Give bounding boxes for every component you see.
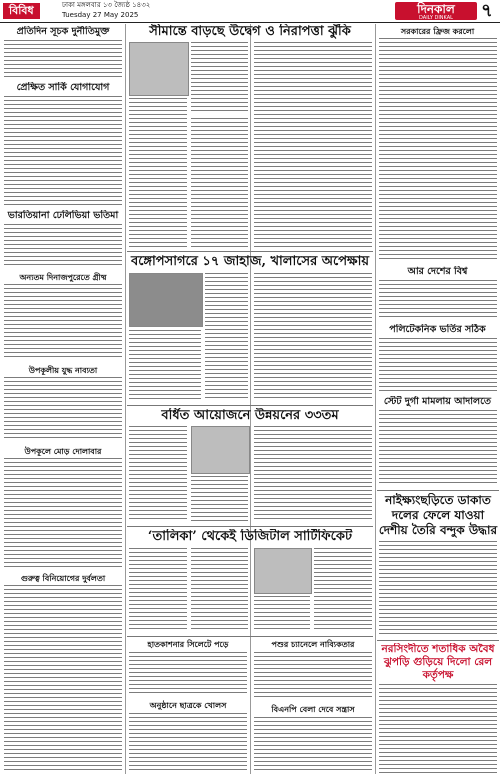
article-body <box>4 377 122 441</box>
article-body <box>254 652 372 700</box>
headline: অনুষ্ঠানে ছাত্রকে খোলস <box>149 700 227 710</box>
section-tag: বিবিধ <box>3 3 40 19</box>
headline: প্রেক্ষিত সার্কি যোগাযোগ <box>16 82 110 93</box>
article-body <box>129 548 187 632</box>
article-body <box>254 596 310 632</box>
article-body <box>254 426 372 522</box>
article-body <box>191 548 248 632</box>
news-photo <box>129 42 189 96</box>
headline: সরকারের ফ্রিজ করলো <box>400 26 475 36</box>
headline: স্টেট দুর্গা মামলায় আদালতে <box>383 396 492 407</box>
article-body <box>379 684 497 773</box>
masthead <box>0 0 500 23</box>
news-photo <box>191 426 250 474</box>
article-body <box>129 98 187 248</box>
section-divider <box>127 251 373 252</box>
headline: পলিটেকনিক ভর্তির সঠিক <box>389 324 486 335</box>
section-divider <box>377 640 499 641</box>
article-body <box>254 42 372 247</box>
newspaper-logo <box>395 2 477 20</box>
headline: পশুর চ্যানেলে নাব্যিকতার <box>271 639 355 649</box>
article-body <box>129 652 247 696</box>
headline: গুরুত্ব বিনিয়োগের দুর্বলতা <box>20 573 106 583</box>
news-photo <box>129 273 203 327</box>
date-bengali: ঢাকা মঙ্গলবার ১৩ জ্যৈষ্ঠ ১৪৩২ <box>62 1 151 9</box>
section-divider <box>377 490 499 491</box>
news-photo <box>254 548 312 594</box>
article-body <box>4 458 122 568</box>
date-english: Tuesday 27 May 2025 <box>62 11 139 19</box>
section-divider <box>127 636 373 637</box>
headline: উপকূলীয় যুদ্ধ নাব্যতা <box>28 365 98 375</box>
headline: বঙ্গোপসাগরে ১৭ জাহাজ, খালাসের অপেক্ষায় <box>130 254 370 269</box>
page-number: ৭ <box>481 0 493 21</box>
headline: ‘তালিকা’ থেকেই ডিজিটাল সার্টিফিকেট <box>147 529 353 544</box>
article-body <box>379 410 497 486</box>
article-body <box>4 224 122 268</box>
article-body <box>314 548 372 632</box>
headline: সীমান্তে বাড়ছে উদ্বেগ ও নিরাপত্তা ঝুঁকি <box>149 24 351 39</box>
headline: উপকূলে মোড় দোলাবার <box>24 446 102 456</box>
logo-text: দিনকাল <box>417 2 455 16</box>
article-body <box>4 40 122 78</box>
article-body <box>379 38 497 262</box>
article-body <box>4 585 122 773</box>
section-divider <box>127 405 373 406</box>
article-body <box>191 42 248 114</box>
headline: নরসিংদীতে শতাধিক অবৈধ ঝুপড়ি গুড়িয়ে দিলো রেল কর্তৃপক্ষ <box>381 643 495 681</box>
article-body <box>254 273 372 401</box>
column-rule <box>375 24 376 774</box>
article-body <box>129 426 187 522</box>
headline: অন্যতম দিনাজপুরেতে গ্রীষ্ম <box>19 272 107 282</box>
headline: ভারতিয়ানা ঢেলিভিয়া ভতিমা <box>7 210 119 221</box>
headline: প্রতিদিন সূচক দুর্নীতিমুক্ত <box>16 26 110 37</box>
headline: বর্ধিত আয়োজনে উন্নয়নের ৩৩তম <box>161 408 339 423</box>
article-body <box>254 717 372 773</box>
article-body <box>129 330 201 402</box>
article-body <box>379 280 497 320</box>
headline: বিএনপি বেলা দেবে সন্ত্রাস <box>271 704 355 714</box>
column-rule <box>250 24 251 774</box>
section-divider <box>127 526 373 527</box>
column-rule <box>125 24 126 774</box>
article-body <box>379 338 497 392</box>
article-body <box>191 118 248 248</box>
logo-subtitle: DAILY DINKAL <box>419 15 453 21</box>
headline: হাতকাশনার সিলেটে পড়ে <box>147 639 229 649</box>
article-body <box>4 284 122 360</box>
article-body <box>379 541 497 637</box>
article-body <box>191 476 248 522</box>
article-body <box>205 273 248 401</box>
article-body <box>129 713 247 773</box>
headline: নাইক্ষ্যংছড়িতে ডাকাত দলের ফেলে যাওয়া দেশীয় তৈরি বন্দুক উদ্ধার <box>378 493 498 537</box>
article-body <box>4 96 122 206</box>
headline: আর দেশের বিশ্ব <box>407 266 468 277</box>
